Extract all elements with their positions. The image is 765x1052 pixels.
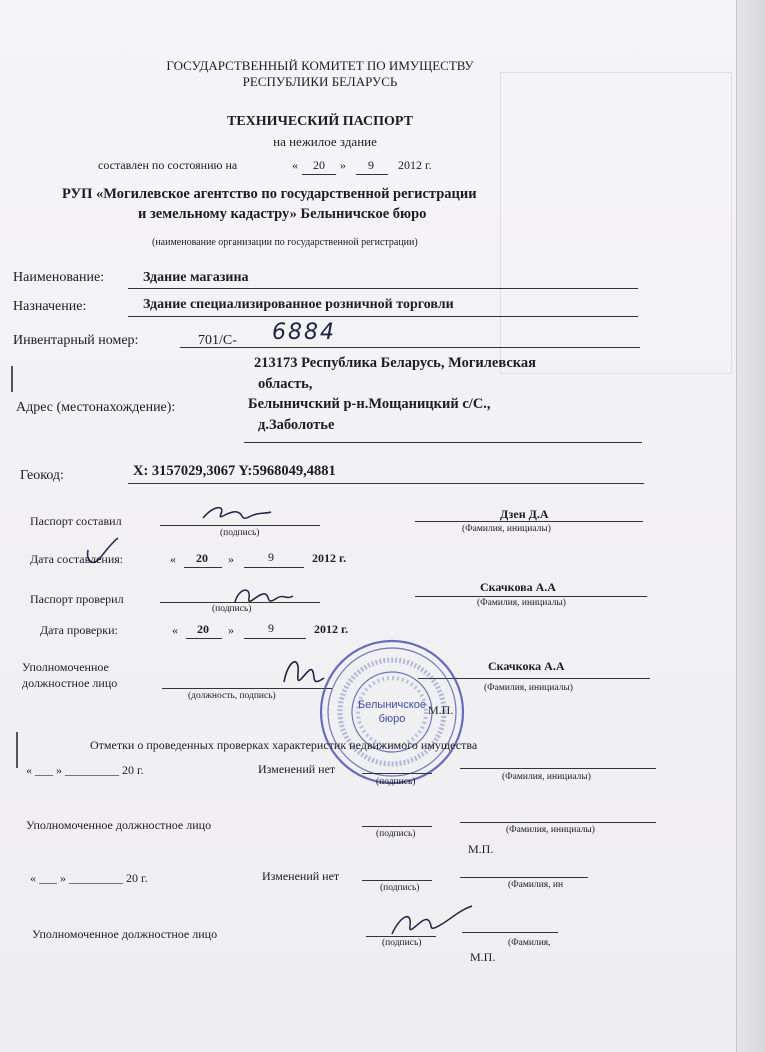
checked-signature xyxy=(225,580,295,614)
inspection2-official-label: Уполномоченное должностное лицо xyxy=(32,927,218,941)
state-day-underline xyxy=(302,174,336,175)
compiled-label: Паспорт составил xyxy=(30,514,122,528)
checked-month-underline xyxy=(244,638,306,639)
inspection2-no-changes: Изменений нет xyxy=(262,869,340,883)
inspection2-signature xyxy=(386,900,476,944)
quote-open: « xyxy=(292,158,298,172)
compiled-name: Дзен Д.А xyxy=(500,507,549,521)
purpose-value: Здание специализированное розничной торговли xyxy=(143,297,454,312)
state-date-prefix: составлен по состоянию на xyxy=(98,158,238,172)
stamp-center-line1: Белыничское xyxy=(358,699,426,711)
inventory-prefix: 701/С- xyxy=(198,333,237,348)
checked-label: Паспорт проверил xyxy=(30,592,124,606)
official-label-line1: Уполномоченное xyxy=(22,660,109,674)
inspection1-official-signature-caption: (подпись) xyxy=(376,829,416,839)
inventory-handwritten-number: 6884 xyxy=(272,320,336,345)
show-through-table xyxy=(500,72,732,374)
inspection1-no-changes: Изменений нет xyxy=(258,762,336,776)
compiled-name-caption: (Фамилия, инициалы) xyxy=(462,524,551,534)
inspection1-signature-caption: (подпись) xyxy=(376,777,416,787)
purpose-underline xyxy=(128,316,638,317)
checked-name-caption: (Фамилия, инициалы) xyxy=(477,598,566,608)
checked-name-line xyxy=(415,596,647,597)
inventory-label: Инвентарный номер: xyxy=(13,333,139,348)
inspections-title: Отметки о проведенных проверках характеристик недвижимого имущества xyxy=(90,738,478,752)
inspection1-official-name-caption: (Фамилия, инициалы) xyxy=(506,825,595,835)
committee-line1: ГОСУДАРСТВЕННЫЙ КОМИТЕТ ПО ИМУЩЕСТВУ xyxy=(166,58,474,73)
address-underline xyxy=(244,442,642,443)
address-line2: область, xyxy=(258,376,313,392)
official-name: Скачкока А.А xyxy=(488,659,565,673)
committee-line2: РЕСПУБЛИКИ БЕЛАРУСЬ xyxy=(242,74,398,89)
document-subtitle: на нежилое здание xyxy=(273,134,377,149)
official-label-line2: должностное лицо xyxy=(22,676,118,690)
official-name-caption: (Фамилия, инициалы) xyxy=(484,683,573,693)
geocode-label: Геокод: xyxy=(20,468,64,483)
inspection1-official-signature-line xyxy=(362,826,432,827)
inspection2-official-name-caption: (Фамилия, xyxy=(508,938,551,948)
inspection1-mp: М.П. xyxy=(468,842,494,856)
checked-signature-caption: (подпись) xyxy=(212,604,252,614)
inspection1-date: « ___ » _________ 20 г. xyxy=(26,763,144,777)
quote-open: « xyxy=(170,552,176,566)
inspection1-official-name-line xyxy=(460,822,656,823)
name-label: Наименование: xyxy=(13,270,105,285)
state-month-underline xyxy=(356,174,388,175)
stamp-center-line2: бюро xyxy=(378,713,406,725)
left-margin-mark xyxy=(11,366,13,392)
checked-day-underline xyxy=(186,638,222,639)
inspection2-signature-caption: (подпись) xyxy=(380,883,420,893)
document-title: ТЕХНИЧЕСКИЙ ПАСПОРТ xyxy=(227,114,413,129)
address-line4: д.Заболотье xyxy=(258,417,335,433)
inspection2-mp: М.П. xyxy=(470,950,496,964)
inspection2-name-caption: (Фамилия, ин xyxy=(508,880,564,890)
name-underline xyxy=(128,288,638,289)
compiled-name-line xyxy=(415,521,643,522)
purpose-label: Назначение: xyxy=(13,299,87,314)
name-value: Здание магазина xyxy=(143,270,249,285)
organization-line1: РУП «Могилевское агентство по государственной регистрации xyxy=(62,186,477,202)
compiled-signature-caption: (подпись) xyxy=(220,528,260,538)
quote-close: » xyxy=(228,623,234,637)
geocode-underline xyxy=(128,483,644,484)
compiled-month-underline xyxy=(244,567,304,568)
inspection2-signature-line xyxy=(362,880,432,881)
checked-day: 20 xyxy=(197,622,209,636)
compiled-day-underline xyxy=(184,567,222,568)
address-label: Адрес (местонахождение): xyxy=(16,400,176,415)
state-month: 9 xyxy=(368,158,374,172)
official-mp: М.П. xyxy=(428,703,454,717)
left-margin-mark xyxy=(16,732,18,768)
inspection2-date: « ___ » _________ 20 г. xyxy=(30,871,148,885)
inspection2-name-line xyxy=(460,877,588,878)
compiled-day: 20 xyxy=(196,551,208,565)
state-day: 20 xyxy=(313,158,325,172)
inspection1-signature-line xyxy=(362,773,432,774)
address-line3: Белыничский р-н.Мощаницкий с/С., xyxy=(248,396,491,412)
compiled-signature xyxy=(195,500,275,530)
inspection1-official-label: Уполномоченное должностное лицо xyxy=(26,818,212,832)
checked-date-label: Дата проверки: xyxy=(40,623,118,637)
compiled-year: 2012 г. xyxy=(312,551,347,565)
quote-close: » xyxy=(340,158,346,172)
official-caption: (должность, подпись) xyxy=(188,691,276,701)
compiled-month: 9 xyxy=(268,550,274,564)
organization-caption: (наименование организации по государственной регистрации) xyxy=(152,237,418,248)
inspection1-name-caption: (Фамилия, инициалы) xyxy=(502,772,591,782)
checked-year: 2012 г. xyxy=(314,622,349,636)
quote-close: » xyxy=(228,552,234,566)
quote-open: « xyxy=(172,623,178,637)
geocode-value: X: 3157029,3067 Y:5968049,4881 xyxy=(133,463,336,479)
organization-line2: и земельному кадастру» Белыничское бюро xyxy=(138,206,427,222)
state-year: 2012 г. xyxy=(398,158,432,172)
inspection2-official-name-line xyxy=(462,932,558,933)
inspection2-official-signature-caption: (подпись) xyxy=(382,938,422,948)
address-line1: 213173 Республика Беларусь, Могилевская xyxy=(254,355,537,371)
checked-month: 9 xyxy=(268,621,274,635)
inventory-underline xyxy=(180,347,640,348)
checked-name: Скачкова А.А xyxy=(480,580,556,594)
page-edge xyxy=(736,0,765,1052)
inspection1-name-line xyxy=(460,768,656,769)
official-stamp xyxy=(318,638,466,786)
compiled-date-label: Дата составления: xyxy=(30,552,124,566)
